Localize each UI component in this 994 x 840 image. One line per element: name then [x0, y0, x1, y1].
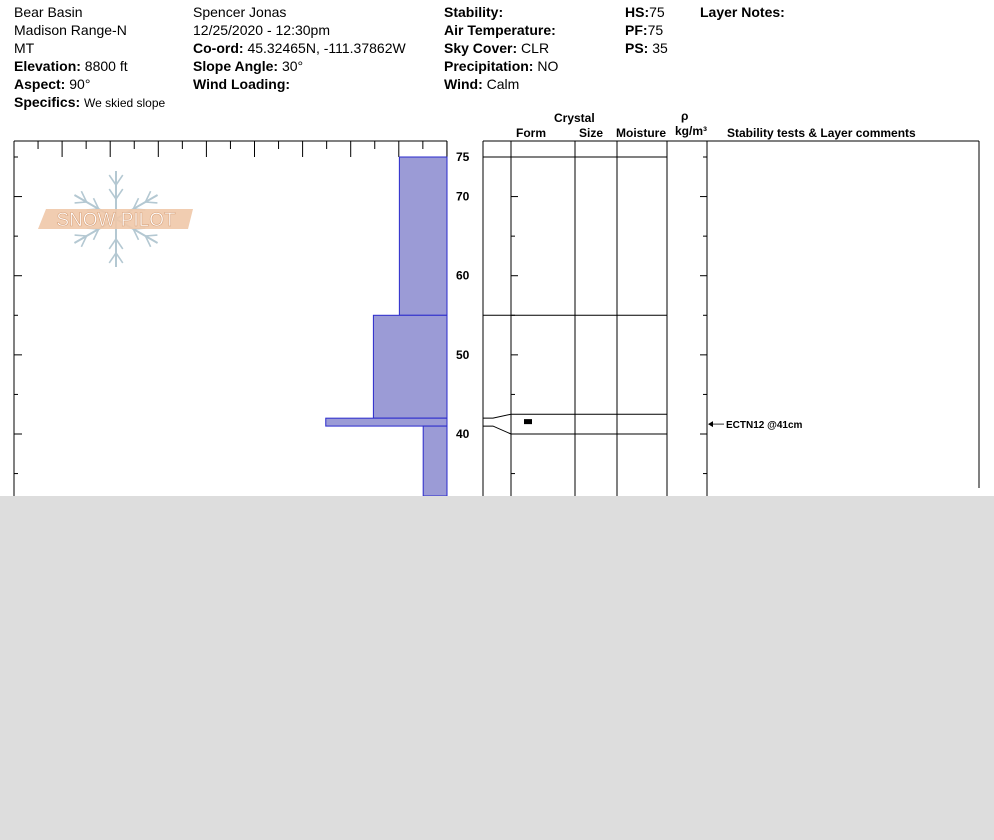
hardness-bar-1: [373, 315, 447, 418]
header-comments: Stability tests & Layer comments: [727, 126, 916, 140]
ps-value: 35: [652, 40, 668, 56]
coord-label: Co-ord:: [193, 40, 244, 56]
hs-value: 75: [649, 4, 665, 20]
elevation: [14, 57, 128, 75]
pf-label: PF:: [625, 22, 648, 38]
precip-label: Precipitation:: [444, 58, 534, 74]
hardness-bar-0: [399, 157, 447, 315]
mountain-range: Madison Range-N: [14, 22, 127, 38]
pf-value: 75: [647, 22, 664, 38]
snowflake-branch: [75, 235, 87, 236]
specifics-label: Specifics:: [14, 94, 81, 110]
crystal-form-symbol: [524, 419, 532, 424]
depth-label-75: 75: [456, 150, 470, 164]
aspect-label: Aspect:: [14, 76, 66, 92]
header-moisture: Moisture: [616, 126, 667, 140]
stability-label: Stability:: [444, 4, 504, 20]
depth-label-50: 50: [456, 347, 470, 362]
header-density-unit: kg/m³: [675, 124, 708, 138]
snowflake-branch: [75, 202, 87, 203]
coordinates: [193, 39, 406, 57]
air-temp-label: Air Temperature:: [444, 22, 556, 38]
specifics: [14, 93, 165, 112]
ps: [625, 39, 668, 57]
wind-value: Calm: [486, 76, 520, 92]
hardness-bar-3: [423, 426, 447, 496]
sky-cover-label: Sky Cover:: [444, 40, 518, 56]
stability: [444, 3, 503, 21]
location: Bear Basin: [14, 4, 83, 20]
snowflake-branch: [145, 235, 157, 236]
state: MT: [14, 40, 35, 56]
logo-text: SNOW PILOT: [56, 210, 176, 231]
stability-test-label-0: ECTN12 @41cm: [726, 420, 803, 432]
layer-notes-label: Layer Notes:: [700, 4, 785, 20]
header-form: Form: [516, 126, 546, 140]
aspect: [14, 75, 90, 93]
coord-value: 45.32465N, -111.37862W: [247, 40, 406, 56]
wind: [444, 75, 519, 93]
wind-loading-label: Wind Loading:: [193, 76, 291, 92]
air-temperature: [444, 21, 556, 39]
precipitation: [444, 57, 558, 75]
depth-label-70: 70: [456, 189, 470, 204]
pf: [625, 21, 663, 39]
date-time: 12/25/2020 - 12:30pm: [193, 22, 330, 38]
precip-value: NO: [537, 58, 559, 74]
slope-angle: [193, 57, 303, 75]
empty-area: [0, 496, 994, 840]
elevation-label: Elevation:: [14, 58, 81, 74]
ps-label: PS:: [625, 40, 649, 56]
specifics-value: We skied slope: [84, 96, 166, 110]
slope-angle-label: Slope Angle:: [193, 58, 279, 74]
wind-loading: [193, 75, 290, 93]
sky-cover-value: CLR: [521, 40, 550, 56]
slope-angle-value: 30°: [281, 58, 304, 74]
header-crystal: Crystal: [554, 111, 595, 125]
hs: [625, 3, 665, 21]
hardness-bar-2: [326, 418, 447, 426]
aspect-value: 90°: [69, 76, 91, 92]
hs-label: HS:: [625, 4, 650, 20]
depth-label-40: 40: [456, 427, 470, 441]
elevation-value: 8800 ft: [84, 58, 128, 74]
wind-label: Wind:: [444, 76, 483, 92]
header-rho: ρ: [681, 109, 689, 123]
observer: Spencer Jonas: [193, 4, 287, 20]
sky-cover: [444, 39, 549, 57]
header-size: Size: [579, 126, 604, 140]
depth-label-60: 60: [456, 268, 470, 283]
snowflake-branch: [145, 202, 157, 203]
